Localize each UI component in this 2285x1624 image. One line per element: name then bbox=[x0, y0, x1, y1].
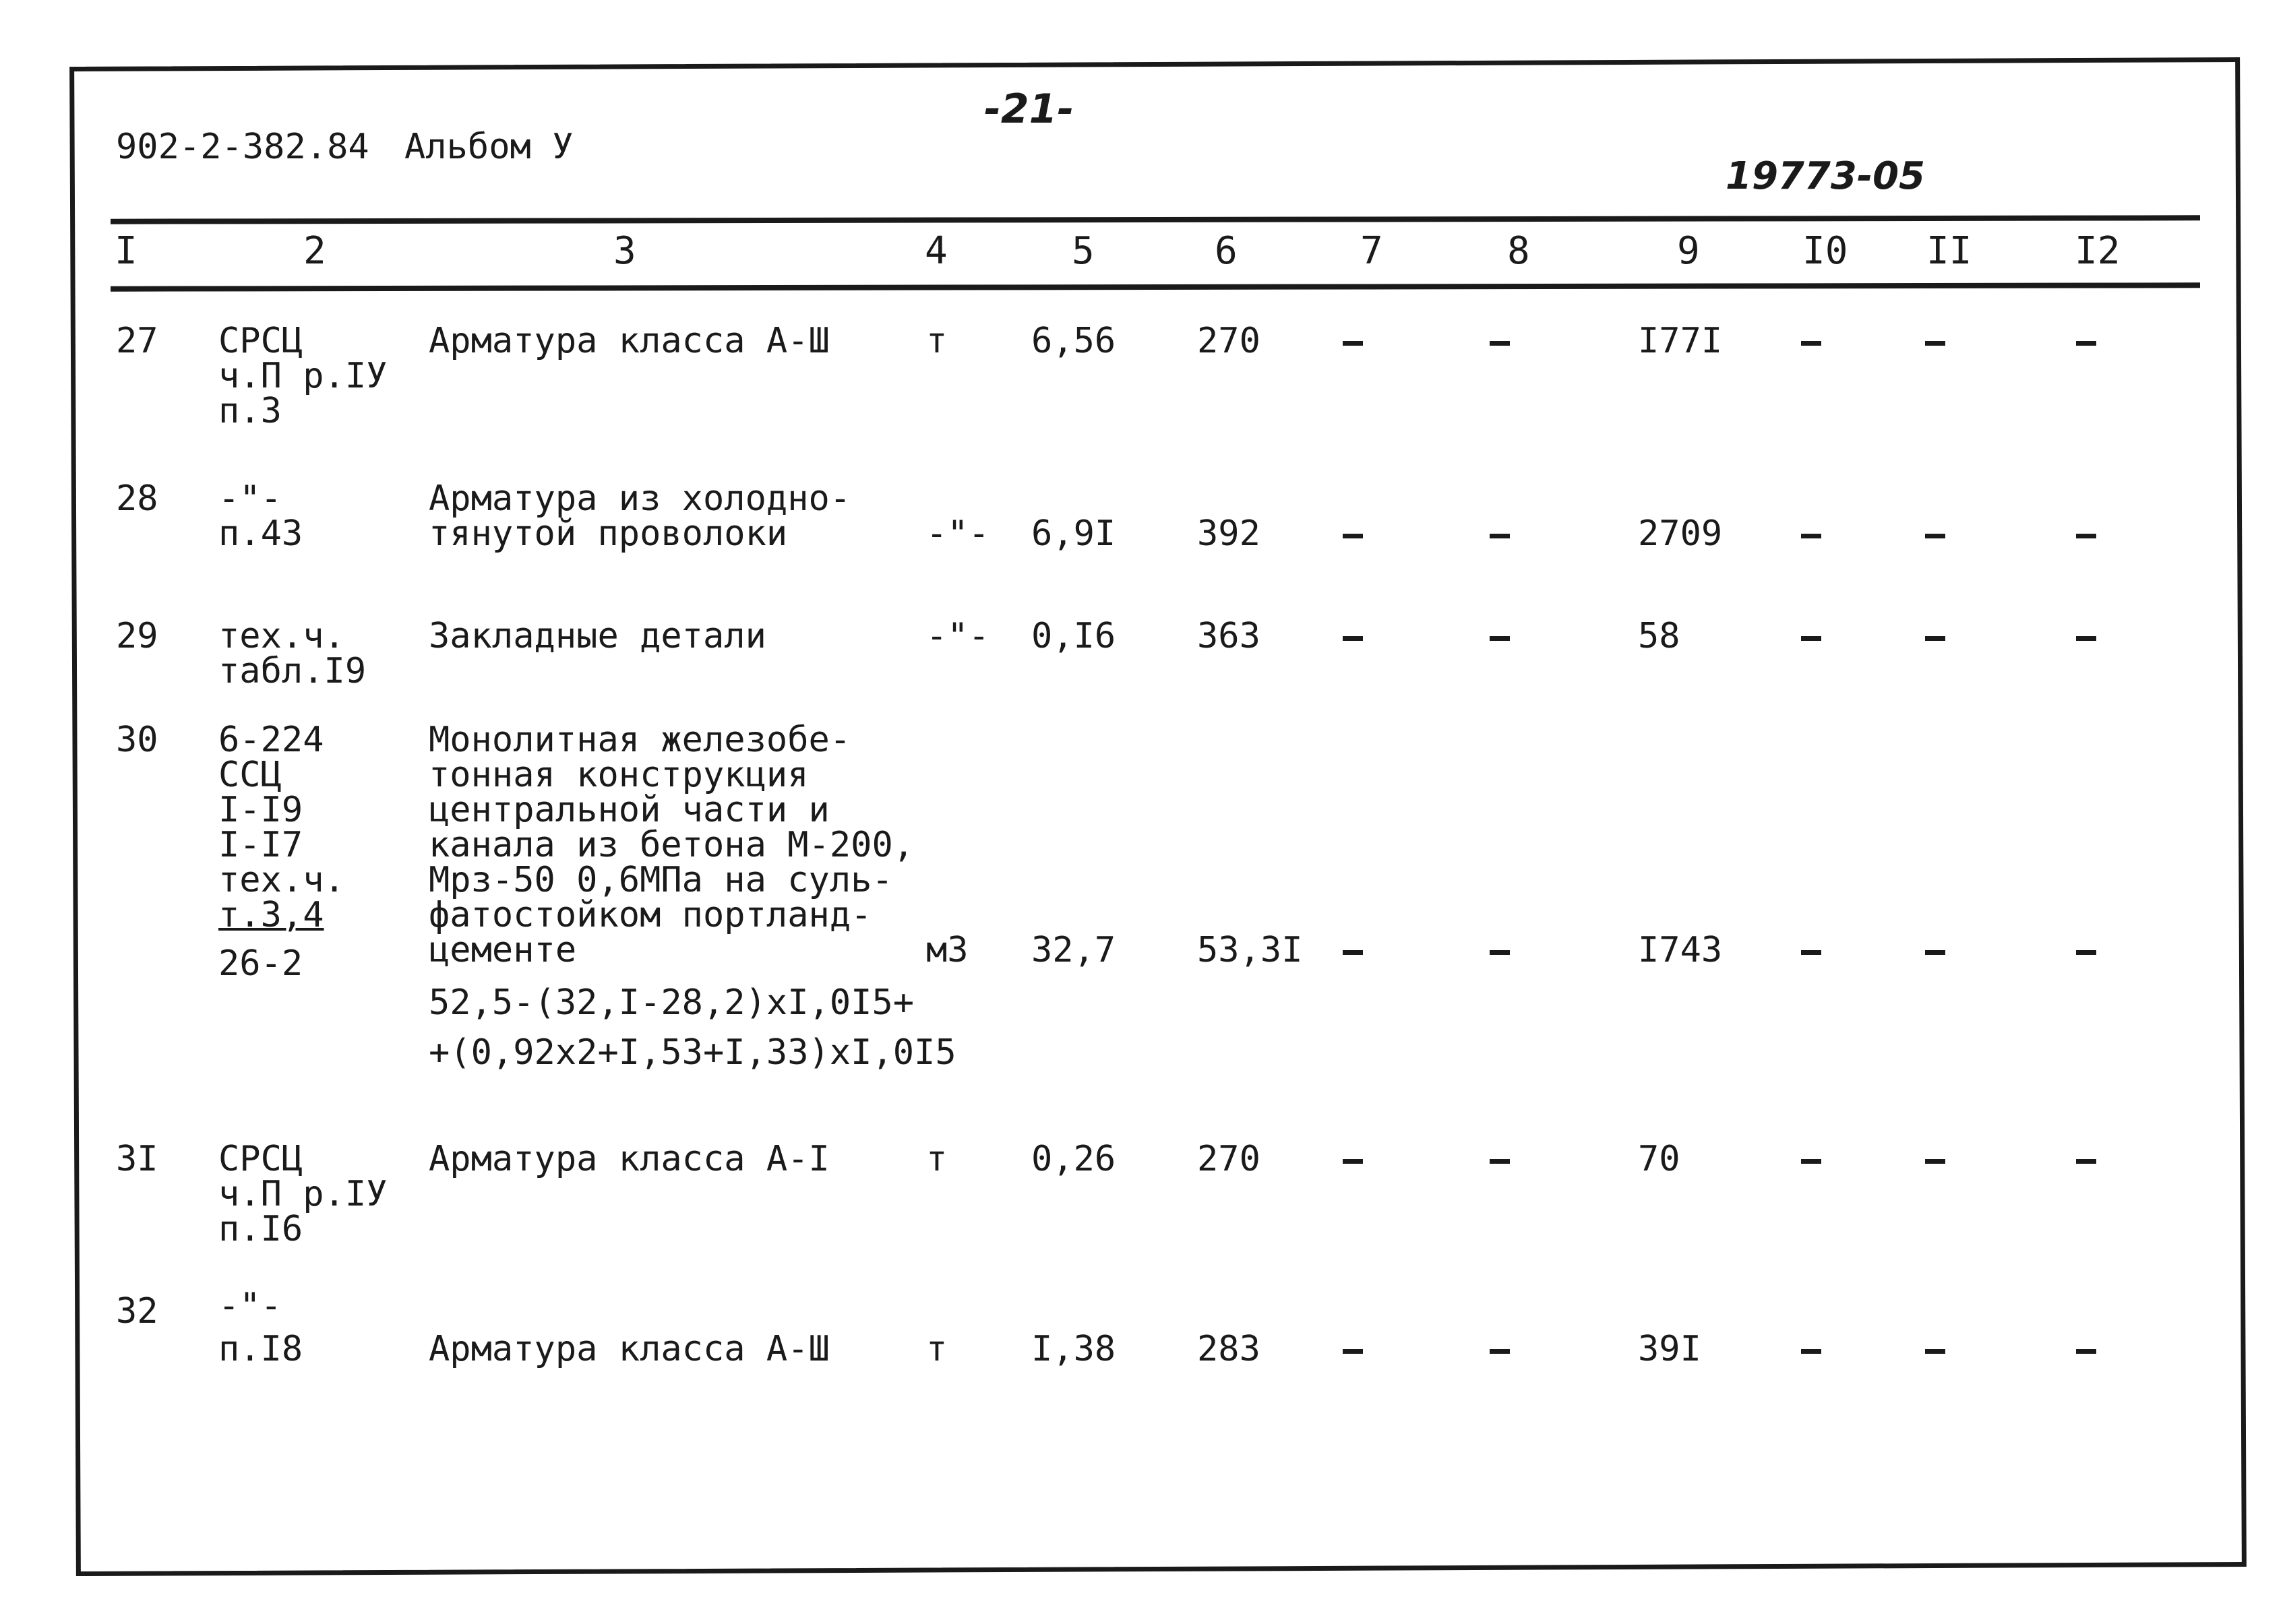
reference-line: п.I8 bbox=[218, 1329, 303, 1369]
col-header-5: 5 bbox=[1072, 229, 1095, 273]
description-line: Арматура класса А-Ш bbox=[429, 1329, 830, 1369]
dash-col-7 bbox=[1343, 1159, 1363, 1164]
dash-col-10 bbox=[1801, 950, 1821, 955]
description-line: фатостойком портланд- bbox=[429, 895, 872, 935]
document-code: 902-2-382.84 bbox=[116, 127, 369, 167]
col-header-3: 3 bbox=[613, 229, 636, 273]
dash-col-10 bbox=[1801, 1159, 1821, 1164]
reference-line: СРСЦ bbox=[218, 1139, 303, 1179]
col-header-12: I2 bbox=[2075, 229, 2121, 273]
unit-price: 283 bbox=[1197, 1329, 1260, 1369]
total-cost: 39I bbox=[1638, 1329, 1701, 1369]
reference-line: п.I6 bbox=[218, 1209, 303, 1249]
description-line: тянутой проволоки bbox=[429, 513, 788, 554]
col-header-2: 2 bbox=[303, 229, 326, 273]
unit: -"- bbox=[926, 616, 989, 656]
quantity: 0,I6 bbox=[1031, 616, 1116, 656]
reference-line: -"- bbox=[218, 478, 282, 519]
dash-col-8 bbox=[1490, 950, 1510, 955]
unit-price: 270 bbox=[1197, 1139, 1260, 1179]
reference-line: т.3,4 bbox=[218, 895, 324, 935]
description-line: Закладные детали bbox=[429, 616, 766, 656]
unit-price: 392 bbox=[1197, 513, 1260, 554]
row-number: 3I bbox=[116, 1139, 158, 1179]
description-line: тонная конструкция bbox=[429, 755, 809, 795]
quantity: I,38 bbox=[1031, 1329, 1116, 1369]
dash-col-7 bbox=[1343, 534, 1363, 538]
row-number: 30 bbox=[116, 720, 158, 760]
col-header-8: 8 bbox=[1507, 229, 1530, 273]
col-header-9: 9 bbox=[1677, 229, 1700, 273]
dash-col-7 bbox=[1343, 1349, 1363, 1354]
reference-line: I-I7 bbox=[218, 825, 303, 865]
total-cost: 58 bbox=[1638, 616, 1680, 656]
dash-col-11 bbox=[1925, 534, 1945, 538]
reference-line: табл.I9 bbox=[218, 651, 367, 691]
total-cost: I743 bbox=[1638, 930, 1723, 970]
reference-line: СРСЦ bbox=[218, 321, 303, 361]
row-number: 32 bbox=[116, 1291, 158, 1332]
reference-line: -"- bbox=[218, 1286, 282, 1326]
row-number: 28 bbox=[116, 478, 158, 519]
row-number: 29 bbox=[116, 616, 158, 656]
description-line: Мрз-50 0,6МПа на суль- bbox=[429, 860, 893, 900]
dash-col-10 bbox=[1801, 341, 1821, 346]
unit-price: 363 bbox=[1197, 616, 1260, 656]
col-header-10: I0 bbox=[1802, 229, 1848, 273]
quantity: 6,9I bbox=[1031, 513, 1116, 554]
col-header-6: 6 bbox=[1215, 229, 1238, 273]
dash-col-11 bbox=[1925, 1349, 1945, 1354]
description-line: центральной части и bbox=[429, 790, 830, 830]
reference-line: ч.П р.IУ bbox=[218, 1174, 388, 1214]
dash-col-7 bbox=[1343, 636, 1363, 641]
dash-col-11 bbox=[1925, 1159, 1945, 1164]
page-number: -21- bbox=[984, 86, 1074, 133]
dash-col-10 bbox=[1801, 1349, 1821, 1354]
dash-col-8 bbox=[1490, 534, 1510, 538]
dash-col-12 bbox=[2076, 534, 2096, 538]
reference-line: I-I9 bbox=[218, 790, 303, 830]
total-cost: I77I bbox=[1638, 321, 1723, 361]
dash-col-8 bbox=[1490, 341, 1510, 346]
quantity: 0,26 bbox=[1031, 1139, 1116, 1179]
total-cost: 2709 bbox=[1638, 513, 1723, 554]
dash-col-10 bbox=[1801, 534, 1821, 538]
unit-price: 53,3I bbox=[1197, 930, 1303, 970]
col-header-1: I bbox=[115, 229, 138, 273]
description-line: цементе bbox=[429, 930, 577, 970]
dash-col-7 bbox=[1343, 341, 1363, 346]
dash-col-7 bbox=[1343, 950, 1363, 955]
dash-col-12 bbox=[2076, 636, 2096, 641]
col-header-11: II bbox=[1926, 229, 1972, 273]
quantity: 32,7 bbox=[1031, 930, 1116, 970]
unit: -"- bbox=[926, 513, 989, 554]
unit: т bbox=[926, 1329, 948, 1369]
row-number: 27 bbox=[116, 321, 158, 361]
col-header-4: 4 bbox=[925, 229, 948, 273]
dash-col-8 bbox=[1490, 636, 1510, 641]
description-line: Арматура класса А-I bbox=[429, 1139, 830, 1179]
reference-line: п.43 bbox=[218, 513, 303, 554]
album-label: Альбом У bbox=[404, 127, 574, 167]
dash-col-12 bbox=[2076, 1349, 2096, 1354]
unit-price: 270 bbox=[1197, 321, 1260, 361]
dash-col-12 bbox=[2076, 1159, 2096, 1164]
unit: т bbox=[926, 321, 948, 361]
inventory-number: 19773-05 bbox=[1726, 154, 1925, 198]
col-header-7: 7 bbox=[1360, 229, 1383, 273]
description-line: Монолитная железобе- bbox=[429, 720, 851, 760]
description-line: канала из бетона М-200, bbox=[429, 825, 915, 865]
formula-line: 52,5-(32,I-28,2)xI,0I5+ bbox=[429, 982, 915, 1023]
dash-col-12 bbox=[2076, 341, 2096, 346]
reference-line: 6-224 bbox=[218, 720, 324, 760]
dash-col-8 bbox=[1490, 1349, 1510, 1354]
unit: м3 bbox=[926, 930, 969, 970]
formula-line: +(0,92x2+I,53+I,33)xI,0I5 bbox=[429, 1032, 956, 1073]
dash-col-11 bbox=[1925, 341, 1945, 346]
reference-line: 26-2 bbox=[218, 943, 303, 984]
dash-col-8 bbox=[1490, 1159, 1510, 1164]
reference-line: ССЦ bbox=[218, 755, 282, 795]
dash-col-12 bbox=[2076, 950, 2096, 955]
dash-col-11 bbox=[1925, 636, 1945, 641]
quantity: 6,56 bbox=[1031, 321, 1116, 361]
unit: т bbox=[926, 1139, 948, 1179]
total-cost: 70 bbox=[1638, 1139, 1680, 1179]
reference-line: ч.П р.IУ bbox=[218, 356, 388, 396]
description-line: Арматура класса А-Ш bbox=[429, 321, 830, 361]
dash-col-10 bbox=[1801, 636, 1821, 641]
description-line: Арматура из холодно- bbox=[429, 478, 851, 519]
reference-line: п.3 bbox=[218, 391, 282, 431]
dash-col-11 bbox=[1925, 950, 1945, 955]
reference-line: тех.ч. bbox=[218, 616, 345, 656]
reference-line: тех.ч. bbox=[218, 860, 345, 900]
